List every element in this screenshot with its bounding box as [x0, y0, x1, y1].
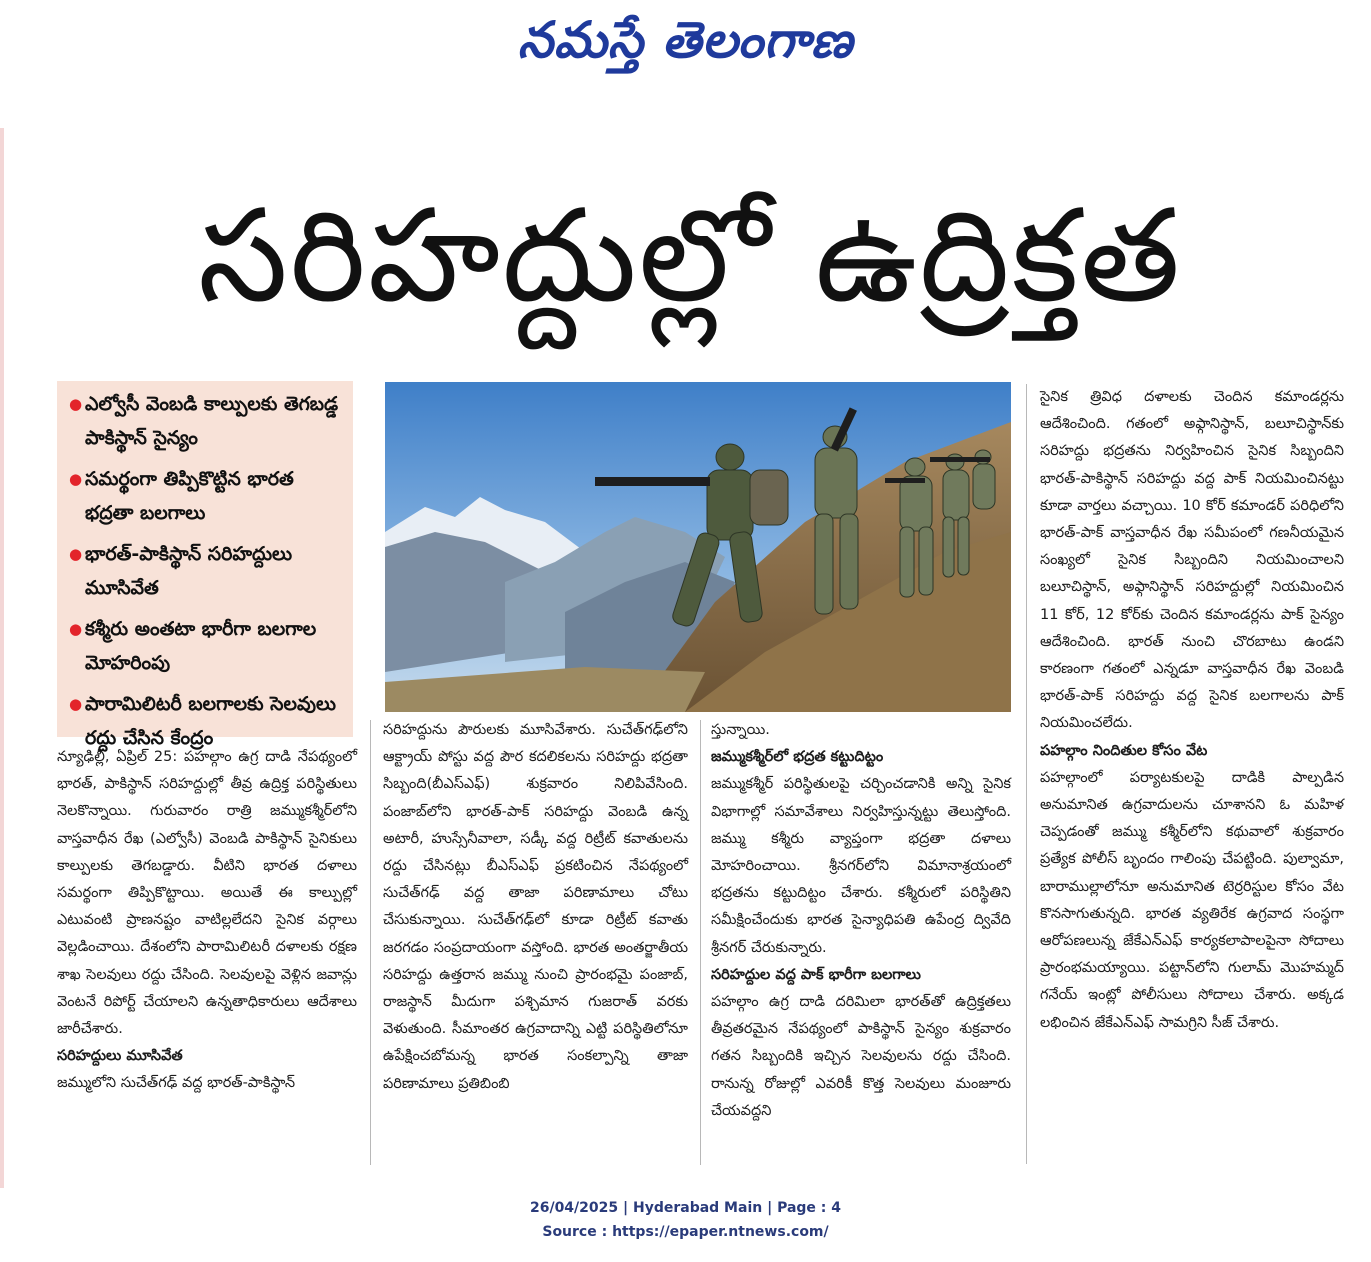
highlight-item: [69, 387, 345, 455]
highlight-item: [69, 537, 345, 605]
article-subheading: పహల్గాం నిందితుల కోసం వేట: [1040, 742, 1208, 759]
article-paragraph: జమ్ములోని సుచేత్‌గఢ్‌ వద్ద భారత్‌-పాకిస్థాన్‌: [57, 1075, 296, 1092]
newspaper-masthead: నమస్తే తెలంగాణ: [517, 10, 854, 69]
footer-source: Source : https://epaper.ntnews.com/: [542, 1224, 829, 1240]
highlights-box: [57, 381, 353, 749]
bullet-icon: ●: [69, 395, 83, 413]
article-paragraph: జమ్ముకశ్మీర్‌ పరిస్థితులపై చర్చించడానికి అన్ని సైనిక విభాగాల్లో సమావేశాలు నిర్వహిస్తున్నట్టు తెలుస్తోంది. జమ్ము కశ్మీరు వ్యాప్తంగా భద్రతా దళాలు మోహరించాయి. శ్రీనగర్‌లోని విమానాశ్రయంలో భద్రతను కట్టుదిట్టం చేశారు. కశ్మీరులో పరిస్థితిని సమీక్షించేందుకు భారత సైన్యాధిపతి ఉపేంద్ర ద్వివేది శ్రీనగర్‌ చేరుకున్నారు.: [711, 776, 1011, 956]
highlight-item: [69, 462, 345, 530]
article-column-3: [711, 717, 1011, 1125]
article-paragraph: స్తున్నాయి.: [711, 722, 770, 738]
bullet-icon: ●: [69, 545, 83, 563]
article-column-4: [1040, 384, 1344, 1037]
highlight-text: ఎల్వోసీ వెంబడి కాల్పులకు తెగబడ్డ పాకిస్థాన్‌ సైన్యం: [85, 393, 339, 449]
bullet-icon: ●: [69, 620, 83, 638]
article-subheading: జమ్ముకశ్మీర్‌లో భద్రత కట్టుదిట్టం: [711, 749, 884, 766]
article-paragraph: సరిహద్దును పౌరులకు మూసివేశారు. సుచేత్‌గఢ్‌లోని ఆక్ట్రాయ్‌ పోస్టు వద్ద పౌర కదలికలను సరిహద్దు భద్రతా సిబ్బంది(బీఎస్‌ఎఫ్‌) శుక్రవారం నిలిపివేసింది. పంజాబ్‌లోని భారత్‌-పాక్‌ సరిహద్దు వెంబడి ఉన్న అటారీ, హుస్సేనీవాలా, సడ్కీ వద్ద రిట్రీట్‌ కవాతులను రద్దు చేసినట్లు బీఎస్‌ఎఫ్‌ ప్రకటించిన నేపథ్యంలో సుచేత్‌గఢ్‌ వద్ద తాజా పరిణామాలు చోటు చేసుకున్నాయి. సుచేత్‌గఢ్‌లో కూడా రిట్రీట్‌ కవాతు జరగడం సంప్రదాయంగా వస్తోంది. భారత అంతర్జాతీయ సరిహద్దు ఉత్తరాన జమ్ము నుంచి ప్రారంభమై పంజాబ్‌, రాజస్థాన్‌ మీదుగా పశ్చిమాన గుజరాత్‌ వరకు వెళుతుంది. సీమాంతర ఉగ్రవాదాన్ని ఎట్టి పరిస్థితిలోనూ ఉపేక్షించబోమన్న భారత సంకల్పాన్ని తాజా పరిణామాలు ప్రతిబింబి: [383, 722, 688, 1092]
highlight-item: [69, 612, 345, 680]
highlight-text: కశ్మీరు అంతటా భారీగా బలగాల మోహరింపు: [85, 618, 317, 674]
article-paragraph: సైనిక త్రివిధ దళాలకు చెందిన కమాండర్లను ఆదేశించింది. గతంలో అఫ్గానిస్థాన్‌, బలూచిస్థాన్‌కు సరిహద్దు భద్రతను నిర్వహించిన సైనిక సిబ్బందిని భారత్‌-పాకిస్థాన్‌ సరిహద్దు వద్ద పాక్‌ నియమించినట్టు కూడా వార్తలు వచ్చాయి. 10 కోర్‌ కమాండర్‌ పరిధిలోని భారత్‌-పాక్‌ వాస్తవాధీన రేఖ సమీపంలో గణనీయమైన సంఖ్యలో సైనిక సిబ్బందిని నియమించాలని బలూచిస్థాన్‌, అఫ్గానిస్థాన్‌ సరిహద్దుల్లో నియమించిన 11 కోర్‌, 12 కోర్‌కు చెందిన కమాండర్లను పాక్‌ సైన్యం ఆదేశించింది. భారత్‌ నుంచి చొరబాటు ఉండని కారణంగా గతంలో ఎన్నడూ వాస్తవాధీన రేఖ వెంబడి భారత్‌-పాక్‌ సరిహద్దు వద్ద సైనిక బలగాలను పాక్‌ నియమించలేదు.: [1040, 389, 1344, 732]
article-column-1: [57, 744, 357, 1098]
article-paragraph: పహల్గాంలో పర్యాటకులపై దాడికి పాల్పడిన అనుమానిత ఉగ్రవాదులను చూశానని ఓ మహిళ చెప్పడంతో జమ్ము కశ్మీర్‌లోని కథువాలో శుక్రవారం ప్రత్యేక పోలీస్‌ బృందం గాలింపు చేపట్టింది. పుల్వామా, బారాముల్లాలోనూ అనుమానిత టెర్రరిస్టుల కోసం వేట కొనసాగుతున్నది. భారత వ్యతిరేక ఉగ్రవాద సంస్థగా ఆరోపణలున్న జేకేఎన్‌ఎఫ్‌ కార్యకలాపాలపైనా సోదాలు ప్రారంభమయ్యాయి. పట్టాన్‌లోని గులామ్‌ మొహమ్మద్‌ గనేయ్‌ ఇంట్లో పోలీసులు సోదాలు చేశారు. అక్కడ లభించిన జేకేఎన్‌ఎఫ్‌ సామగ్రిని సీజ్‌ చేశారు.: [1040, 769, 1344, 1031]
article-subheading: సరిహద్దుల వద్ద పాక్‌ భారీగా బలగాలు: [711, 966, 921, 983]
column-divider: [700, 720, 701, 1165]
highlight-text: పారామిలిటరీ బలగాలకు సెలవులు రద్దు చేసిన కేంద్రం: [85, 693, 336, 749]
bullet-icon: ●: [69, 470, 83, 488]
column-divider: [370, 720, 371, 1165]
footer-date-edition: 26/04/2025 | Hyderabad Main | Page : 4: [529, 1200, 842, 1216]
column-divider: [1026, 384, 1027, 1164]
article-column-2: [383, 717, 688, 1098]
article-paragraph: న్యూఢిల్లీ, ఏప్రిల్‌ 25: పహల్గాం ఉగ్ర దాడి నేపథ్యంలో భారత్‌, పాకిస్థాన్‌ సరిహద్దుల్లో తీవ్ర ఉద్రిక్త పరిస్థితులు నెలకొన్నాయి. గురువారం రాత్రి జమ్ముకశ్మీర్‌లోని వాస్తవాధీన రేఖ (ఎల్వోసీ) వెంబడి పాకిస్థాన్‌ సైనికులు కాల్పులకు తెగబడ్డారు. వీటిని భారత దళాలు సమర్థంగా తిప్పికొట్టాయి. అయితే ఈ కాల్పుల్లో ఎటువంటి ప్రాణనష్టం వాటిల్లలేదని సైనిక వర్గాలు వెల్లడించాయి. దేశంలోని పారామిలిటరీ దళాలకు రక్షణ శాఖ సెలవులు రద్దు చేసింది. సెలవులపై వెళ్లిన జవాన్లు వెంటనే రిపోర్ట్‌ చేయాలని ఉన్నతాధికారులు ఆదేశాలు జారీచేశారు.: [57, 749, 357, 1038]
highlight-text: భారత్‌-పాకిస్థాన్‌ సరిహద్దులు మూసివేత: [85, 543, 293, 599]
soldiers-patrol-photo: [385, 382, 1011, 712]
highlight-text: సమర్థంగా తిప్పికొట్టిన భారత భద్రతా బలగాలు: [85, 468, 294, 524]
article-paragraph: పహల్గాం ఉగ్ర దాడి దరిమిలా భారత్‌తో ఉద్రిక్తతలు తీవ్రతరమైన నేపథ్యంలో పాకిస్థాన్‌ సైన్యం శుక్రవారం గతన సిబ్బందికి ఇచ్చిన సెలవులను రద్దు చేసింది. రానున్న రోజుల్లో ఎవరికీ కొత్త సెలవులు మంజూరు చేయవద్దని: [711, 994, 1011, 1119]
article-subheading: సరిహద్దులు మూసివేత: [57, 1048, 183, 1065]
page-edge-line: [0, 128, 4, 1188]
bullet-icon: ●: [69, 695, 83, 713]
main-headline: సరిహద్దుల్లో ఉద్రిక్తత: [198, 182, 1182, 331]
